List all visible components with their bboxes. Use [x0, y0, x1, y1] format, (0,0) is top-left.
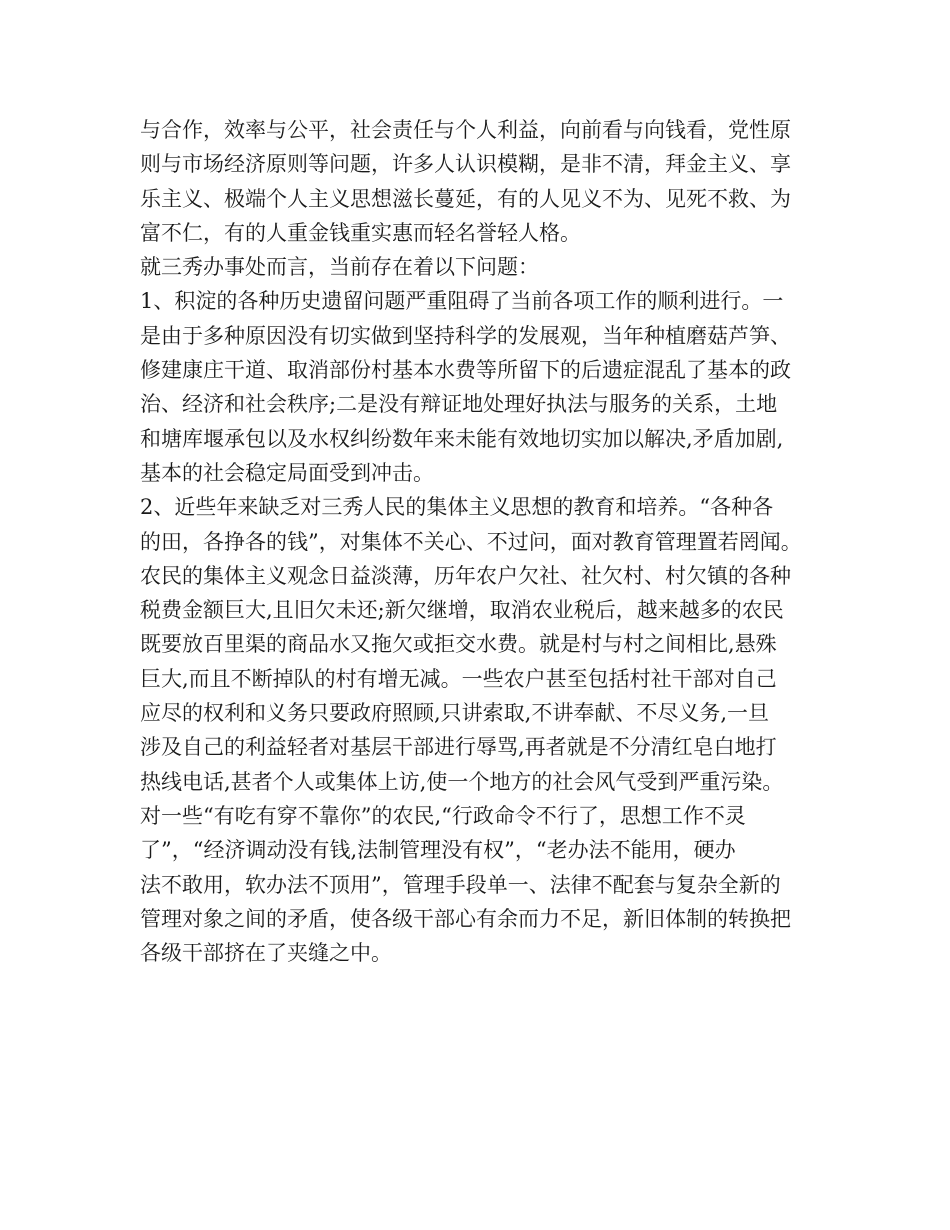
- text-line: 法不敢用，软办法不顶用”，管理手段单一、法律不配套与复杂全新的: [140, 872, 781, 897]
- text-line: 农民的集体主义观念日益淡薄，历年农户欠社、社欠村、村欠镇的各种: [140, 563, 791, 588]
- text-line: 富不仁，有的人重金钱重实惠而轻名誉轻人格。: [140, 220, 581, 245]
- text-line: 热线电话,甚者个人或集体上访,使一个地方的社会风气受到严重污染。: [140, 769, 784, 794]
- text-line: 管理对象之间的矛盾，使各级干部心有余而力不足，新旧体制的转换把: [140, 906, 791, 931]
- text-line: 乐主义、极端个人主义思想滋长蔓延，有的人见义不为、见死不救、为: [140, 186, 791, 211]
- text-line: 的田，各挣各的钱”，对集体不关心、不过问，面对教育管理置若罔闻。: [140, 529, 802, 554]
- text-line: 治、经济和社会秩序;二是没有辩证地处理好执法与服务的关系，土地: [140, 392, 778, 417]
- text-line: 各级干部挤在了夹缝之中。: [140, 941, 392, 966]
- text-line: 2、近些年来缺乏对三秀人民的集体主义思想的教育和培养。“各种各: [140, 495, 774, 520]
- text-line: 1、积淀的各种历史遗留问题严重阻碍了当前各项工作的顺利进行。一: [140, 289, 784, 314]
- text-line: 是由于多种原因没有切实做到坚持科学的发展观，当年种植磨菇芦笋、: [140, 323, 791, 348]
- text-line: 修建康庄干道、取消部份村基本水费等所留下的后遗症混乱了基本的政: [140, 358, 791, 383]
- text-line: 既要放百里渠的商品水又拖欠或拒交水费。就是村与村之间相比,悬殊: [140, 632, 777, 657]
- text-line: 与合作，效率与公平，社会责任与个人利益，向前看与向钱看，党性原: [140, 118, 791, 142]
- text-line: 就三秀办事处而言，当前存在着以下问题：: [140, 255, 539, 280]
- text-line: 税费金额巨大,且旧欠未还;新欠继增，取消农业税后，越来越多的农民: [140, 598, 784, 623]
- text-line: 巨大,而且不断掉队的村有增无减。一些农户甚至包括村社干部对自己: [140, 666, 777, 691]
- text-line: 对一些“有吃有穿不靠你”的农民,“行政命令不行了，思想工作不灵: [140, 803, 746, 828]
- text-line: 了”，“经济调动没有钱,法制管理没有权”，“老办法不能用，硬办: [140, 838, 736, 863]
- text-line: 基本的社会稳定局面受到冲击。: [140, 460, 434, 485]
- text-line: 应尽的权利和义务只要政府照顾,只讲索取,不讲奉献、不尽义务,一旦: [140, 701, 770, 726]
- text-line: 则与市场经济原则等问题，许多人认识模糊，是非不清，拜金主义、享: [140, 152, 791, 177]
- body-text: [140, 113, 830, 970]
- text-line: 和塘库堰承包以及水权纠纷数年来未能有效地切实加以解决,矛盾加剧,: [140, 426, 784, 451]
- text-line: 涉及自己的利益轻者对基层干部进行辱骂,再者就是不分清红皂白地打: [140, 735, 777, 760]
